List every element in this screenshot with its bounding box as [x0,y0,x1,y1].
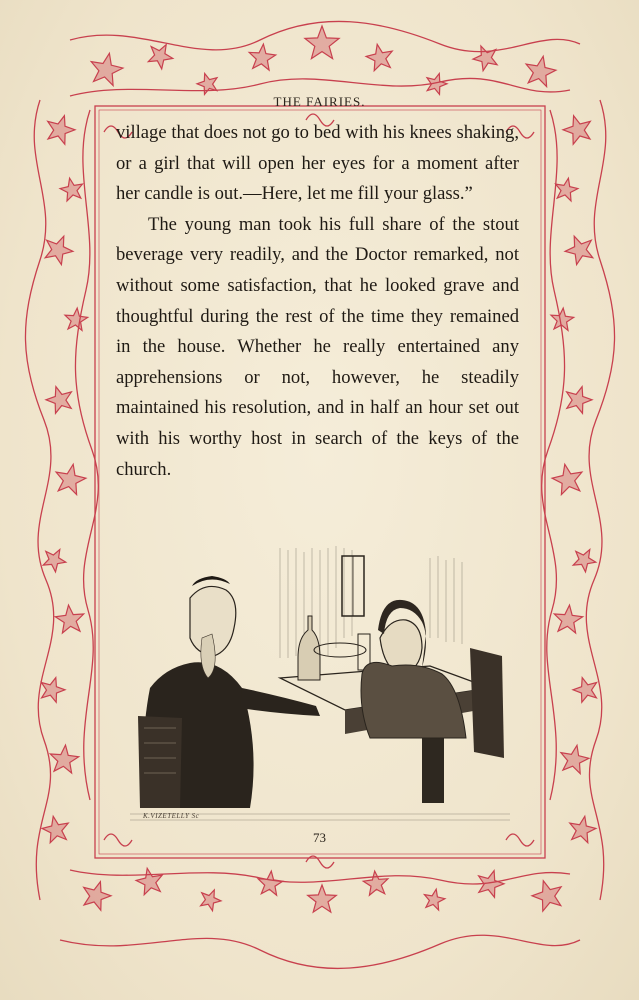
border-star [424,889,445,910]
border-star [308,885,337,912]
border-star [552,464,582,494]
border-star [567,387,592,414]
border-star [573,550,596,572]
border-star [45,236,73,264]
border-star [136,868,162,894]
border-star [48,116,75,145]
border-star [532,881,561,911]
border-star [556,178,578,201]
engraver-signature: K.VIZETELLY Sc [143,812,200,820]
border-star [43,550,66,572]
border-star [526,56,556,86]
border-vine [60,935,580,968]
border-vine [586,100,614,900]
paragraph: The young man took his full share of the stout beverage very readily, and the Doctor remarked, not without some satisfaction, that he looked grave and thoughtful during the rest of the time they remained in the house. Whether he really entertained any apprehensions or not, however, he steadily maintained his resolution, and in half an hour set out with his worthy host in search of the keys of the church. [116,213,519,480]
border-star [91,53,123,85]
border-star [366,44,392,70]
border-star [561,745,589,773]
paragraph-continuation: village that does not go to bed with his knees shaking, or a girl that will open her eyes for a moment after her candle is out.—Here, let me fill your glass.” [116,122,519,205]
border-star [50,745,78,773]
page-number: 73 [313,830,326,845]
border-star [249,44,276,70]
border-star [363,871,388,895]
border-star [65,308,88,330]
border-star [563,116,590,145]
border-star [473,46,497,71]
border-star [565,236,593,264]
border-star [56,464,86,494]
border-star [41,678,65,703]
running-head: THE FAIRIES. [273,94,366,109]
border-vine [25,100,53,900]
engraving-illustration [130,538,512,824]
border-star [201,890,221,911]
border-star [197,74,217,95]
body-text [116,118,519,485]
border-star [46,387,71,414]
border-star [60,178,82,201]
border-star [258,871,283,895]
border-star [84,882,111,911]
border-star [554,605,582,633]
border-star [551,308,574,330]
border-star [55,605,83,633]
border-star [573,678,597,703]
border-star [305,26,339,59]
border-star [148,45,173,69]
